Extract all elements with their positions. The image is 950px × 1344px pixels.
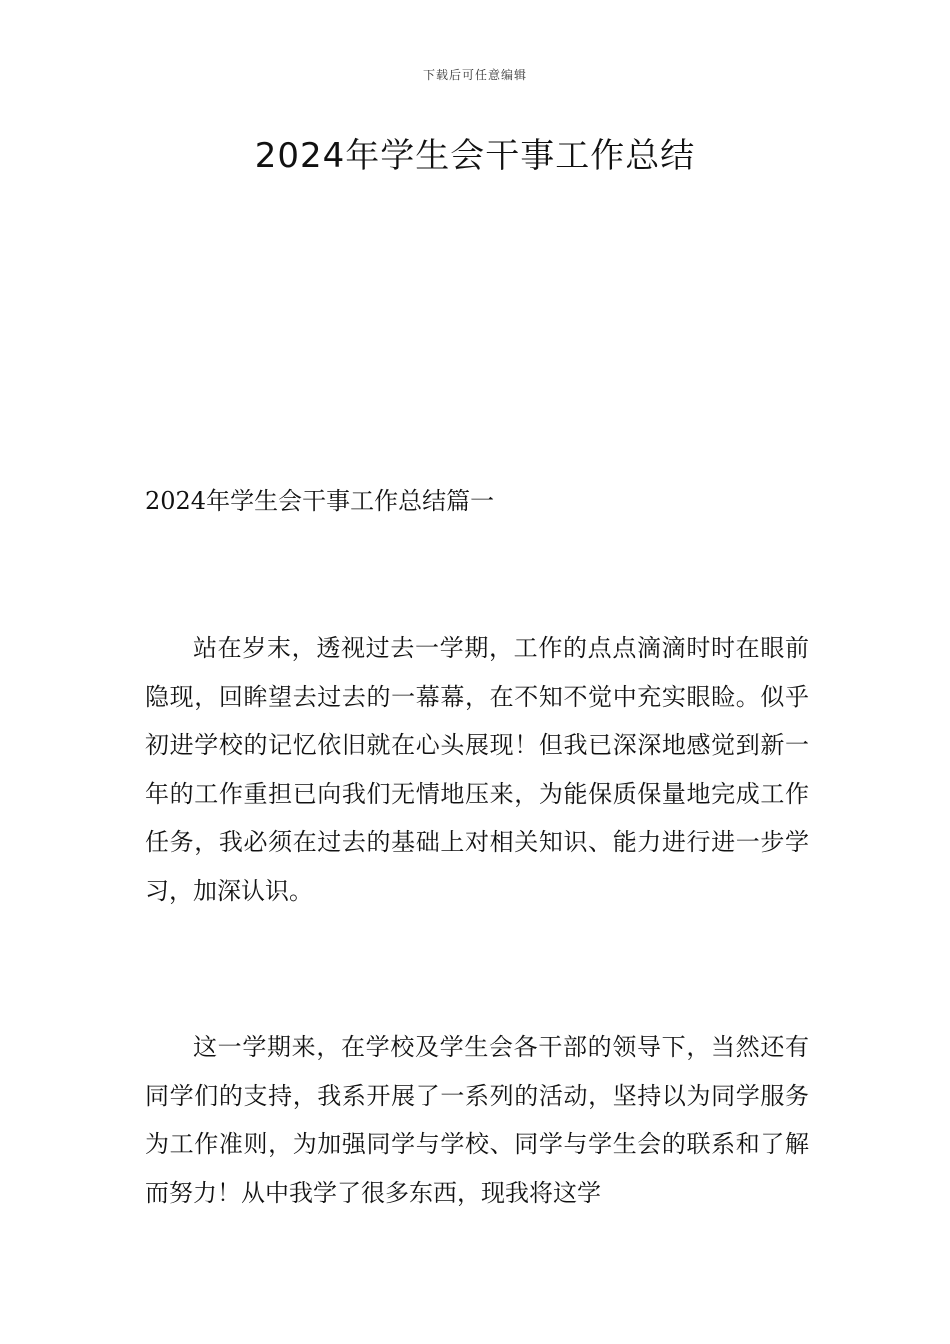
body-paragraph: 站在岁末，透视过去一学期，工作的点点滴滴时时在眼前隐现，回眸望去过去的一幕幕，在不知不觉中充实眼睑。似乎初进学校的记忆依旧就在心头展现！但我已深深地感觉到新一年的工作重担已向我们无情地压来，为能保质保量地完成工作任务，我必须在过去的基础上对相关知识、能力进行进一步学习，加深认识。 bbox=[145, 634, 809, 905]
body-paragraph: 这一学期来，在学校及学生会各干部的领导下，当然还有同学们的支持，我系开展了一系列的活动，坚持以为同学服务为工作准则，为加强同学与学校、同学与学生会的联系和了解而努力！从中我学了很多东西，现我将这学 bbox=[145, 1033, 809, 1207]
document-title: 2024年学生会干事工作总结 bbox=[254, 136, 696, 176]
header-note: 下载后可任意编辑 bbox=[422, 68, 527, 82]
section-heading: 2024年学生会干事工作总结篇一 bbox=[145, 487, 495, 515]
